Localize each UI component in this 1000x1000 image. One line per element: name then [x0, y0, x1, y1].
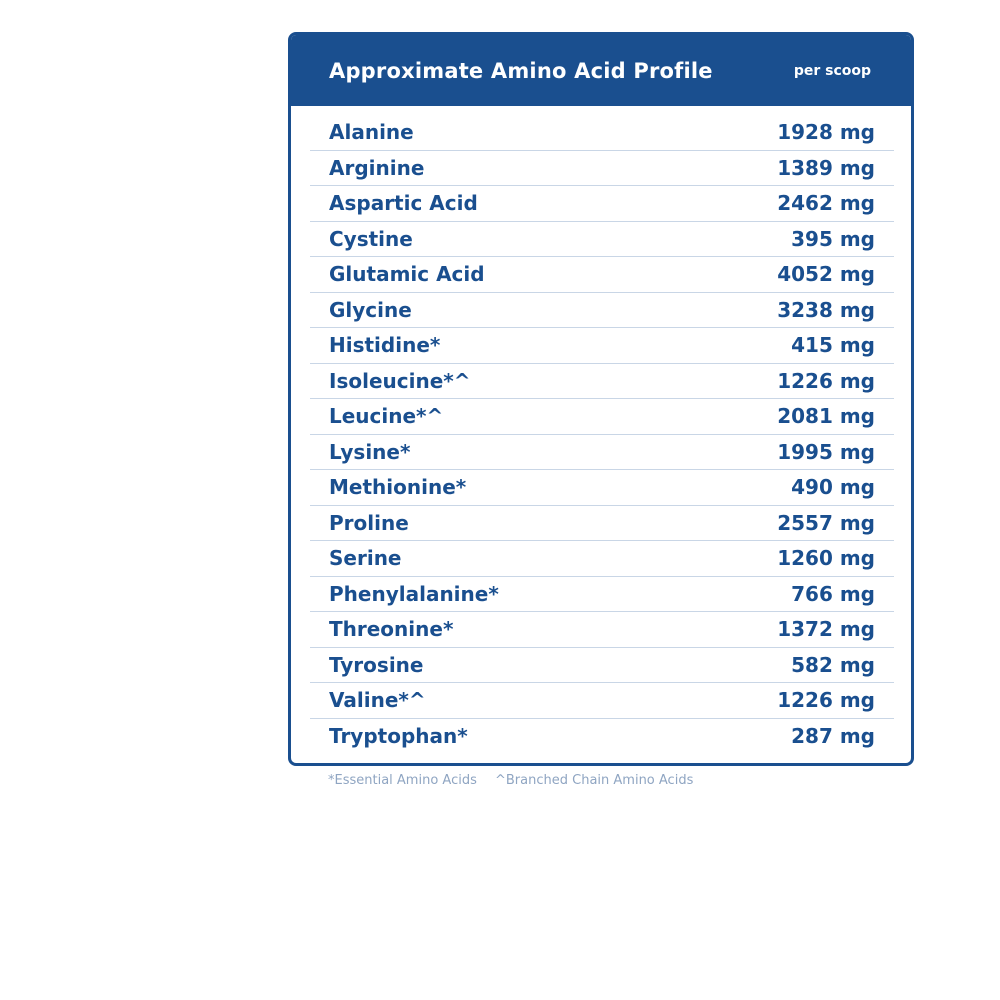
table-row — [310, 719, 894, 755]
amino-acid-amount: 1226 mg — [777, 688, 875, 713]
table-row — [310, 151, 894, 187]
table-row — [310, 328, 894, 364]
amino-acid-name: Isoleucine*^ — [329, 368, 471, 393]
amino-acid-amount: 4052 mg — [777, 262, 875, 287]
footnote-bcaa: ^Branched Chain Amino Acids — [495, 773, 694, 788]
table-row — [310, 115, 894, 151]
amino-acid-name: Cystine — [329, 226, 413, 251]
amino-acid-amount: 1928 mg — [777, 120, 875, 145]
table-row — [310, 541, 894, 577]
amino-acid-name: Methionine* — [329, 475, 467, 500]
amino-acid-amount: 287 mg — [791, 724, 875, 749]
amino-acid-amount: 415 mg — [791, 333, 875, 358]
amino-acid-name: Leucine*^ — [329, 404, 444, 429]
amino-acid-name: Phenylalanine* — [329, 581, 499, 606]
serving-unit-label: per scoop — [793, 62, 871, 79]
footnote — [328, 773, 693, 788]
footnote-essential: *Essential Amino Acids — [328, 773, 477, 788]
amino-acid-name: Glycine — [329, 297, 412, 322]
amino-acid-name: Alanine — [329, 120, 414, 145]
table-title: Approximate Amino Acid Profile — [329, 58, 713, 83]
amino-acid-amount: 1260 mg — [777, 546, 875, 571]
amino-acid-name: Threonine* — [329, 617, 454, 642]
table-row — [310, 293, 894, 329]
amino-acid-name: Valine*^ — [329, 688, 426, 713]
table-row — [310, 612, 894, 648]
amino-acid-panel — [288, 32, 914, 766]
amino-acid-amount: 2081 mg — [777, 404, 875, 429]
table-row — [310, 399, 894, 435]
amino-acid-amount: 395 mg — [791, 226, 875, 251]
amino-acid-amount: 1995 mg — [777, 439, 875, 464]
amino-acid-name: Lysine* — [329, 439, 411, 464]
amino-acid-name: Serine — [329, 546, 402, 571]
amino-acid-name: Aspartic Acid — [329, 191, 478, 216]
table-row — [310, 222, 894, 258]
amino-acid-name: Histidine* — [329, 333, 441, 358]
table-row — [310, 577, 894, 613]
amino-acid-name: Proline — [329, 510, 409, 535]
amino-acid-name: Glutamic Acid — [329, 262, 485, 287]
table-row — [310, 470, 894, 506]
amino-acid-name: Tyrosine — [329, 652, 424, 677]
amino-acid-name: Tryptophan* — [329, 724, 468, 749]
table-row — [310, 435, 894, 471]
amino-acid-amount: 766 mg — [791, 581, 875, 606]
amino-acid-name: Arginine — [329, 155, 425, 180]
table-row — [310, 683, 894, 719]
amino-acid-amount: 2462 mg — [777, 191, 875, 216]
table-row — [310, 506, 894, 542]
amino-acid-amount: 1389 mg — [777, 155, 875, 180]
amino-acid-amount: 3238 mg — [777, 297, 875, 322]
panel-header — [291, 35, 911, 106]
amino-acid-amount: 582 mg — [791, 652, 875, 677]
amino-acid-amount: 2557 mg — [777, 510, 875, 535]
table-row — [310, 364, 894, 400]
table-row — [310, 648, 894, 684]
table-row — [310, 257, 894, 293]
amino-acid-amount: 1372 mg — [777, 617, 875, 642]
amino-acid-amount: 490 mg — [791, 475, 875, 500]
amino-acid-amount: 1226 mg — [777, 368, 875, 393]
amino-acid-list — [310, 115, 894, 754]
table-row — [310, 186, 894, 222]
